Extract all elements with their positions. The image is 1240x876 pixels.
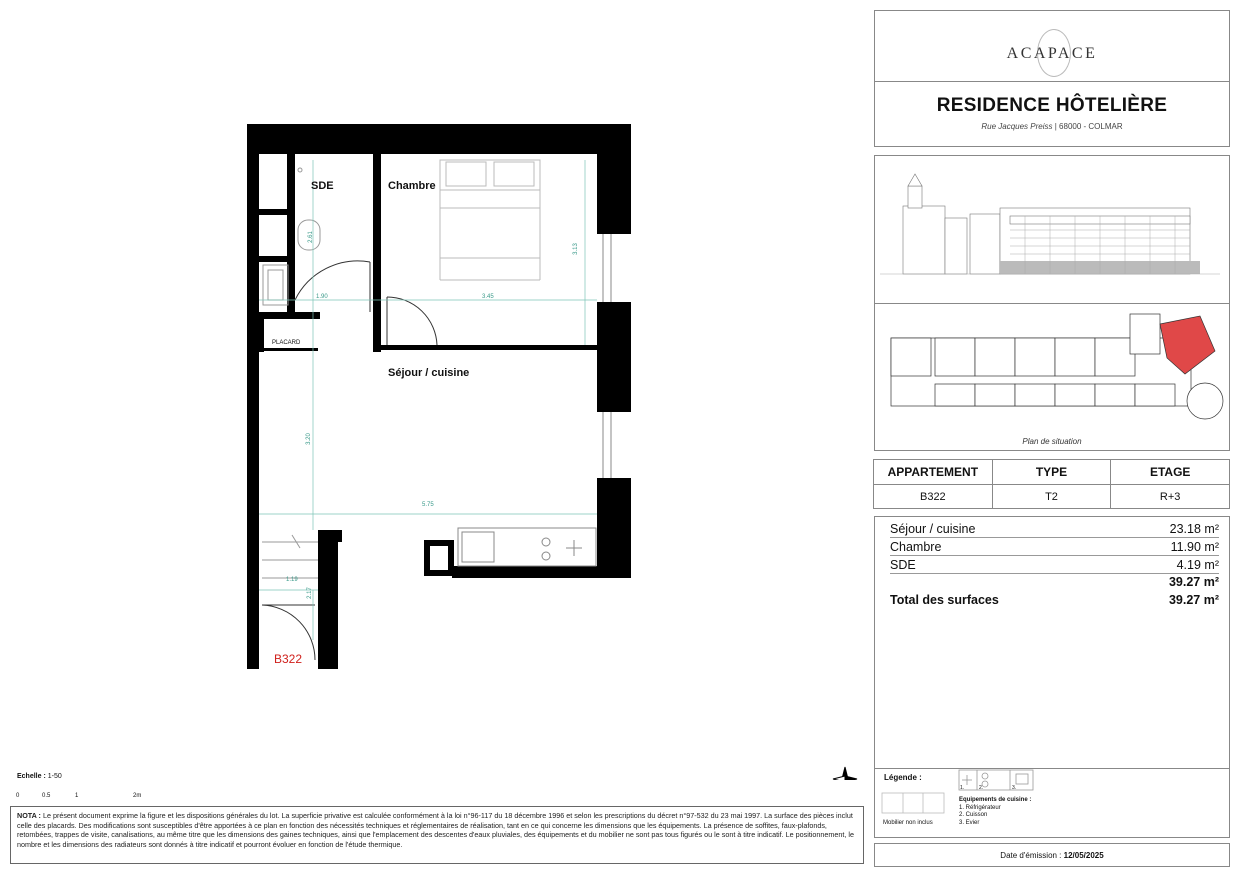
dimension-label: 1.90	[316, 294, 328, 300]
residence-title: RESIDENCE HÔTELIÈRE	[936, 95, 1168, 116]
date-value: 12/05/2025	[1063, 851, 1104, 860]
surface-row	[890, 540, 1219, 556]
type-value: T2	[992, 484, 1112, 509]
header-etage: ETAGE	[1110, 459, 1230, 485]
room-label-sde: SDE	[311, 180, 334, 192]
surface-value: 4.19 m²	[1176, 558, 1219, 572]
address-street: Rue Jacques Preiss	[981, 122, 1053, 131]
north-arrow-icon	[833, 767, 857, 780]
legend-furniture-label: Mobilier non inclus	[883, 820, 933, 826]
dimension-label: 5.75	[422, 502, 434, 508]
legend-equipment	[959, 797, 1031, 827]
icon-number: 2.	[979, 785, 984, 791]
header-box	[874, 10, 1230, 147]
table-row	[874, 485, 1230, 509]
table-header-row	[874, 460, 1230, 485]
divider	[875, 81, 1229, 82]
scale-tick: 0	[16, 793, 20, 799]
surface-value: 23.18 m²	[1169, 522, 1219, 536]
scale-value: 1-50	[47, 773, 62, 780]
room-label-placard: PLACARD	[272, 340, 301, 346]
situation-plan-image	[875, 306, 1231, 436]
dimension-label: 2.17	[306, 587, 313, 599]
surface-total-label: Total des surfaces	[890, 593, 999, 607]
dimension-label: 1.19	[286, 577, 298, 583]
address-separator: |	[1054, 122, 1060, 131]
surface-row	[890, 558, 1219, 574]
kitchen-equipment-icons	[959, 770, 1033, 790]
residence-address	[875, 122, 1229, 131]
room-label-chambre: Chambre	[388, 180, 436, 192]
equipment-item: 1. Réfrigérateur	[959, 804, 1001, 811]
surface-subtotal-row	[890, 575, 1219, 591]
header-type: TYPE	[992, 459, 1112, 485]
surface-label: SDE	[890, 558, 916, 572]
scale-tick: 0.5	[42, 793, 51, 799]
icon-number: 1.	[960, 785, 965, 791]
unit-code-label: B322	[274, 652, 303, 666]
legal-note	[10, 806, 864, 864]
surface-label: Séjour / cuisine	[890, 522, 976, 536]
brand-logo: ACAPACE	[1006, 45, 1098, 62]
apartment-table	[874, 460, 1230, 509]
divider	[875, 303, 1229, 304]
surface-total-row	[890, 593, 1219, 609]
equipment-title: Equipements de cuisine :	[959, 797, 1032, 803]
room-label-sejour: Séjour / cuisine	[388, 367, 470, 379]
dimension-label: 3.13	[572, 243, 579, 255]
legend-icons	[875, 769, 1231, 839]
note-label: NOTA :	[17, 811, 41, 820]
dimension-label: 3.45	[482, 294, 494, 300]
equipment-item: 2. Cuisson	[959, 812, 988, 818]
scale-tick: 1	[75, 793, 79, 799]
surface-label: Chambre	[890, 540, 942, 554]
surface-row	[890, 522, 1219, 538]
issue-date	[875, 851, 1229, 860]
situation-caption: Plan de situation	[1022, 437, 1082, 446]
apartment-value: B322	[873, 484, 993, 509]
issue-date-box	[874, 843, 1230, 867]
scale-caption	[17, 773, 62, 780]
furniture-legend-icon	[882, 793, 944, 813]
equipment-item: 3. Evier	[959, 819, 980, 826]
surfaces-box	[874, 516, 1230, 838]
building-elevation-image	[875, 156, 1231, 302]
address-city: 68000 - COLMAR	[1059, 122, 1123, 131]
icon-number: 3.	[1012, 785, 1017, 791]
header-apartment: APPARTEMENT	[873, 459, 993, 485]
scale-tick: 2m	[133, 793, 142, 799]
legend-title: Légende :	[884, 773, 922, 782]
situation-box	[874, 155, 1230, 451]
date-label: Date d'émission :	[1000, 851, 1062, 860]
scale-label: Echelle :	[17, 773, 46, 780]
dimension-label: 2.61	[307, 231, 314, 243]
surface-subtotal: 39.27 m²	[1168, 575, 1219, 589]
surface-total-value: 39.27 m²	[1168, 593, 1219, 607]
surface-value: 11.90 m²	[1170, 540, 1219, 554]
etage-value: R+3	[1110, 484, 1230, 509]
dimension-label: 3.20	[305, 433, 312, 445]
note-text: Le présent document exprime la figure et les dispositions générales du lot. La superficie privative est calculée conformément à la loi n°96-117 du 18 décembre 1996 et selon les prescriptions du décret n°97-532 du 23 mai 1997. La surface des pièces inclut celle des placards. Des modifications sont susceptibles d'être apportées à ce plan en fonction des nécessités techniques et réglementaires de réalisation, tant en ce qui concerne les dimensions que les équipements. La présence de soffites, faux-plafonds, retombées, trappes de visite, canalisations, au même titre que les dimensions des gaines techniques, ainsi que l'emplacement des descentes d'eaux pluviales, des équipements et du mobilier ne sont pas tous figurés ou le sont à titre indicatif. Le positionnement, le nombre et les dimensions des radiateurs sont donnés à titre indicatif et pourront évoluer en fonction de l'étude thermique.	[17, 811, 854, 849]
